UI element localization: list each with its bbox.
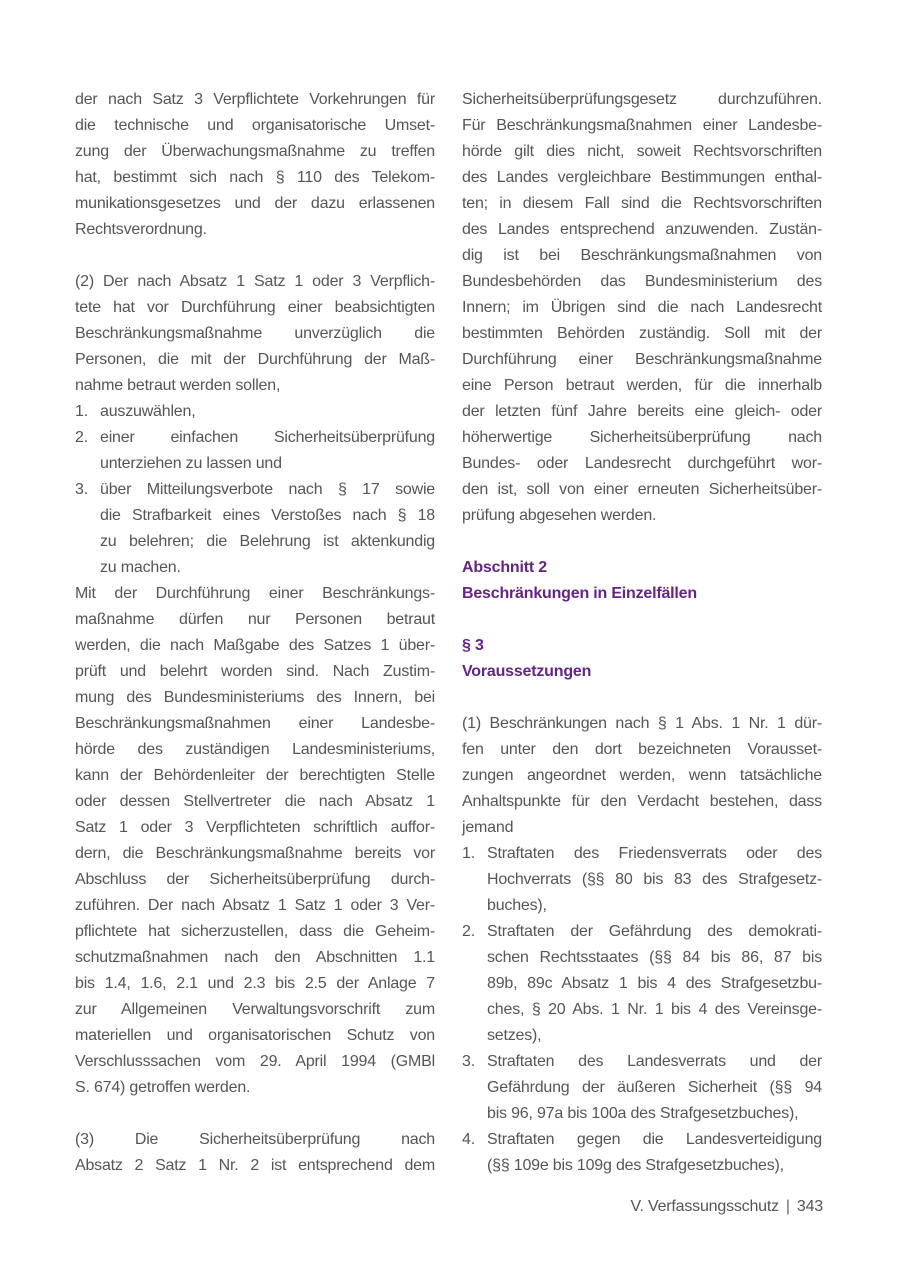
text-line: den ist, soll von einer erneuten Sicherheitsüber-: [462, 481, 822, 498]
text-line: zu belehren; die Belehrung ist aktenkundig: [100, 533, 435, 550]
text-line: zung der Überwachungsmaßnahme zu treffen: [75, 143, 435, 160]
text-line: Sicherheitsüberprüfungsgesetz durchzuführen.: [462, 91, 822, 108]
text-line: materiellen und organisatorischen Schutz von: [75, 1027, 435, 1044]
paragraph-spacer: [462, 685, 822, 711]
text-line: Für Beschränkungsmaßnahmen einer Landesbe-: [462, 117, 822, 134]
text-line: kann der Behördenleiter der berechtigten Stelle: [75, 767, 435, 784]
text-line: Innern; im Übrigen sind die nach Landesrecht: [462, 299, 822, 316]
text-line: jemand: [462, 819, 514, 836]
text-line: prüft und belehrt worden sind. Nach Zustim-: [75, 663, 435, 680]
list-item-number: 1.: [75, 403, 88, 420]
list-item-number: 3.: [75, 481, 88, 498]
section-heading-line: Abschnitt 2: [462, 559, 547, 576]
right-column: [462, 87, 822, 1179]
text-line: Mit der Durchführung einer Beschränkungs-: [75, 585, 435, 602]
text-line: höherwertige Sicherheitsüberprüfung nach: [462, 429, 822, 446]
list-item-number: 2.: [75, 429, 88, 446]
text-line: munikationsgesetzes und der dazu erlassenen: [75, 195, 435, 212]
text-line: (2) Der nach Absatz 1 Satz 1 oder 3 Verpflich-: [75, 273, 435, 290]
text-line: dig ist bei Beschränkungsmaßnahmen von: [462, 247, 822, 264]
text-line: ten; in diesem Fall sind die Rechtsvorschriften: [462, 195, 822, 212]
paragraph-spacer: [75, 1101, 435, 1127]
text-line: setzes),: [487, 1027, 542, 1044]
text-line: oder dessen Stellvertreter die nach Absatz 1: [75, 793, 435, 810]
list-item-number: 4.: [462, 1131, 475, 1148]
text-line: zu machen.: [100, 559, 181, 576]
paragraph-spacer: [75, 243, 435, 269]
text-line: 3. über Mitteilungsverbote nach § 17 sowie: [100, 477, 435, 503]
text-line: bis 1.4, 1.6, 2.1 und 2.3 bis 2.5 der Anlage 7: [75, 975, 435, 992]
text-line: dern, die Beschränkungsmaßnahme bereits vor: [75, 845, 435, 862]
text-line: hat, bestimmt sich nach § 110 des Telekom-: [75, 169, 435, 186]
text-line: S. 674) getroffen werden.: [75, 1079, 251, 1096]
text-line: schutzmaßnahmen nach den Abschnitten 1.1: [75, 949, 435, 966]
paragraph-spacer: [462, 529, 822, 555]
text-line: Verschlusssachen vom 29. April 1994 (GMBl: [75, 1053, 435, 1070]
text-line: hörde des zuständigen Landesministeriums,: [75, 741, 435, 758]
text-line: 4. Straftaten gegen die Landesverteidigung: [487, 1127, 822, 1153]
text-line: des Landes entsprechend anzuwenden. Zustän-: [462, 221, 822, 238]
text-line: Hochverrats (§§ 80 bis 83 des Strafgesetz-: [487, 871, 822, 888]
text-line: maßnahme dürfen nur Personen betraut: [75, 611, 435, 628]
text-line: 89b, 89c Absatz 1 bis 4 des Strafgesetzbu-: [487, 975, 822, 992]
text-line: zur Allgemeinen Verwaltungsvorschrift zum: [75, 1001, 435, 1018]
footer-page-number: 343: [796, 1198, 823, 1215]
list-item-number: 1.: [462, 845, 475, 862]
text-line: Satz 1 oder 3 Verpflichteten schriftlich auffor-: [75, 819, 435, 836]
section-heading-line: Voraussetzungen: [462, 663, 592, 680]
text-columns: [75, 87, 823, 1179]
text-line: Anhaltspunkte für den Verdacht bestehen, dass: [462, 793, 822, 810]
text-line: Personen, die mit der Durchführung der Maß-: [75, 351, 435, 368]
text-line: Abschluss der Sicherheitsüberprüfung durch-: [75, 871, 435, 888]
text-line: Bundesbehörden das Bundesministerium des: [462, 273, 822, 290]
text-line: (1) Beschränkungen nach § 1 Abs. 1 Nr. 1 dür-: [462, 715, 822, 732]
text-line: prüfung abgesehen werden.: [462, 507, 657, 524]
text-line: der letzten fünf Jahre bereits eine gleich- oder: [462, 403, 822, 420]
text-line: bestimmten Behörden zuständig. Soll mit der: [462, 325, 822, 342]
text-line: 3. Straftaten des Landesverrats und der: [487, 1049, 822, 1075]
text-line: 1. Straftaten des Friedensverrats oder des: [487, 841, 822, 867]
footer-section-label: V. Verfassungsschutz: [630, 1198, 779, 1215]
text-line: zuführen. Der nach Absatz 1 Satz 1 oder 3 Ver-: [75, 897, 435, 914]
text-line: werden, die nach Maßgabe des Satzes 1 über-: [75, 637, 435, 654]
text-line: bis 96, 97a bis 100a des Strafgesetzbuches),: [487, 1105, 799, 1122]
text-line: der nach Satz 3 Verpflichtete Vorkehrungen für: [75, 91, 435, 108]
text-line: nahme betraut werden sollen,: [75, 377, 281, 394]
text-line: Absatz 2 Satz 1 Nr. 2 ist entsprechend dem: [75, 1157, 435, 1174]
left-column: [75, 87, 435, 1179]
text-line: fen unter den dort bezeichneten Vorausset-: [462, 741, 822, 758]
text-line: buches),: [487, 897, 547, 914]
text-line: Beschränkungsmaßnahme unverzüglich die: [75, 325, 435, 342]
list-item-number: 3.: [462, 1053, 475, 1070]
text-line: pflichtete hat sicherzustellen, dass die Geheim-: [75, 923, 435, 940]
text-line: Gefährdung der äußeren Sicherheit (§§ 94: [487, 1079, 822, 1096]
text-line: (3) Die Sicherheitsüberprüfung nach: [75, 1131, 435, 1148]
text-line: Durchführung einer Beschränkungsmaßnahme: [462, 351, 822, 368]
text-line: 1. auszuwählen,: [100, 399, 435, 425]
text-line: Beschränkungsmaßnahmen einer Landesbe-: [75, 715, 435, 732]
page-footer: [631, 1194, 823, 1220]
text-line: 2. einer einfachen Sicherheitsüberprüfung: [100, 425, 435, 451]
text-line: Bundes- oder Landesrecht durchgeführt wor-: [462, 455, 822, 472]
text-line: zungen angeordnet werden, wenn tatsächliche: [462, 767, 822, 784]
list-item-number: 2.: [462, 923, 475, 940]
footer-separator: |: [785, 1198, 790, 1215]
text-line: tete hat vor Durchführung einer beabsichtigten: [75, 299, 435, 316]
paragraph-spacer: [462, 607, 822, 633]
section-heading-line: Beschränkungen in Einzelfällen: [462, 585, 697, 602]
text-line: eine Person betraut werden, für die innerhalb: [462, 377, 822, 394]
text-line: ches, § 20 Abs. 1 Nr. 1 bis 4 des Vereinsge-: [487, 1001, 822, 1018]
section-heading-line: § 3: [462, 637, 484, 654]
text-line: die technische und organisatorische Umset-: [75, 117, 435, 134]
text-line: unterziehen zu lassen und: [100, 455, 282, 472]
text-line: 2. Straftaten der Gefährdung des demokrati-: [487, 919, 822, 945]
text-line: Rechtsverordnung.: [75, 221, 207, 238]
text-line: (§§ 109e bis 109g des Strafgesetzbuches),: [487, 1157, 784, 1174]
text-line: mung des Bundesministeriums des Innern, bei: [75, 689, 435, 706]
text-line: des Landes vergleichbare Bestimmungen enthal-: [462, 169, 822, 186]
text-line: die Strafbarkeit eines Verstoßes nach § 18: [100, 507, 435, 524]
text-line: schen Rechtsstaates (§§ 84 bis 86, 87 bis: [487, 949, 822, 966]
text-line: hörde gilt dies nicht, soweit Rechtsvorschriften: [462, 143, 822, 160]
